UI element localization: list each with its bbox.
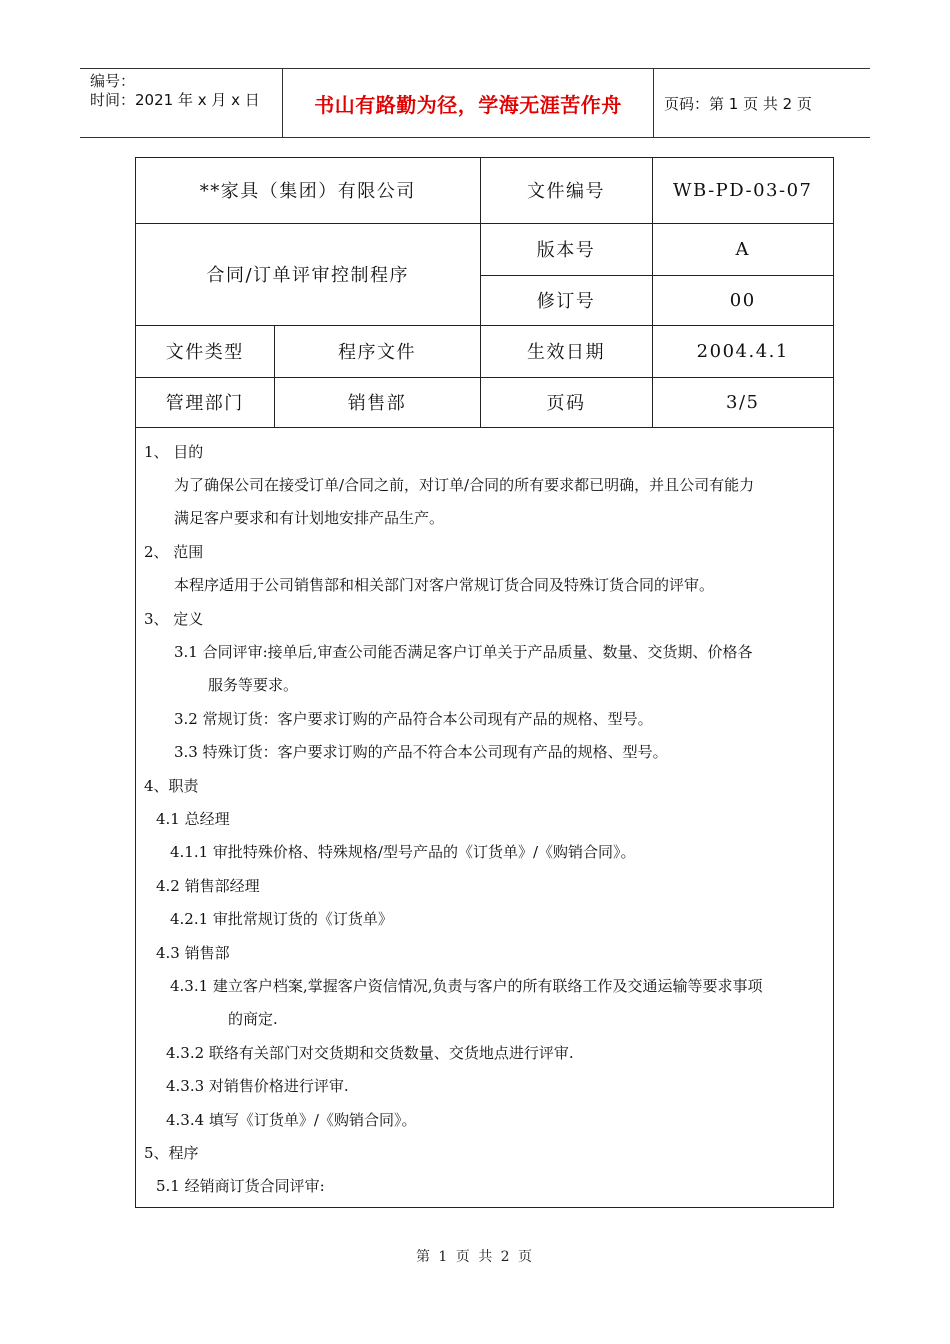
document-date: 时间：2021 年 x 月 x 日	[90, 91, 260, 109]
file-number-value: WB-PD-03-07	[652, 158, 833, 223]
company-name: **家具（集团）有限公司	[136, 158, 480, 223]
section-heading-responsibilities: 4、职责	[144, 776, 199, 795]
list-item: 4.3 销售部	[156, 943, 230, 962]
list-item: 4.1 总经理	[156, 809, 230, 828]
header-meta	[80, 69, 282, 137]
file-number-label: 文件编号	[480, 158, 652, 223]
paragraph: 为了确保公司在接受订单/合同之前，对订单/合同的所有要求都已明确，并且公司有能力	[174, 475, 755, 494]
document-body	[136, 428, 833, 1204]
header-motto: 书山有路勤为径，学海无涯苦作舟	[282, 69, 654, 137]
document-type-value: 程序文件	[274, 325, 480, 377]
document-title: 合同/订单评审控制程序	[136, 223, 480, 325]
paragraph: 本程序适用于公司销售部和相关部门对客户常规订货合同及特殊订货合同的评审。	[174, 576, 715, 595]
page-value: 3/5	[652, 377, 833, 427]
version-label: 版本号	[480, 223, 652, 275]
department-value: 销售部	[274, 377, 480, 427]
list-item: 3.3 特殊订货：客户要求订购的产品不符合本公司现有产品的规格、型号。	[174, 743, 668, 762]
list-item: 4.2 销售部经理	[156, 876, 260, 895]
list-item: 4.2.1 审批常规订货的《订货单》	[170, 910, 393, 929]
list-item: 4.3.2 联络有关部门对交货期和交货数量、交货地点进行评审.	[166, 1043, 574, 1062]
document-type-label: 文件类型	[136, 325, 274, 377]
document-frame	[135, 157, 834, 1208]
list-item-continuation: 服务等要求。	[208, 676, 299, 695]
revision-label: 修订号	[480, 275, 652, 325]
list-item-continuation: 的商定.	[228, 1010, 278, 1029]
revision-value: 00	[652, 275, 833, 325]
section-heading-scope: 2、 范围	[144, 542, 204, 561]
section-heading-definitions: 3、 定义	[144, 609, 204, 628]
list-item: 4.1.1 审批特殊价格、特殊规格/型号产品的《订货单》/《购销合同》。	[170, 843, 636, 862]
list-item: 4.3.3 对销售价格进行评审.	[166, 1077, 349, 1096]
list-item: 4.3.4 填写《订货单》/《购销合同》。	[166, 1110, 417, 1129]
page-header	[80, 68, 870, 138]
list-item: 4.3.1 建立客户档案,掌握客户资信情况,负责与客户的所有联络工作及交通运输等要求事项	[170, 977, 763, 995]
document-number-label: 编号：	[90, 72, 136, 90]
document-info-table	[136, 158, 833, 428]
section-heading-procedure: 5、程序	[144, 1144, 199, 1163]
header-page-info: 页码：第 1 页 共 2 页	[664, 94, 812, 113]
page-footer: 第 1 页 共 2 页	[415, 1249, 535, 1265]
page-label: 页码	[480, 377, 652, 427]
department-label: 管理部门	[136, 377, 274, 427]
list-item: 5.1 经销商订货合同评审:	[156, 1177, 325, 1196]
list-item: 3.2 常规订货：客户要求订购的产品符合本公司现有产品的规格、型号。	[174, 709, 653, 728]
version-value: A	[652, 223, 833, 275]
paragraph: 满足客户要求和有计划地安排产品生产。	[174, 509, 445, 528]
list-item: 3.1 合同评审:接单后,审查公司能否满足客户订单关于产品质量、数量、交货期、价格各	[174, 642, 753, 661]
section-heading-purpose: 1、 目的	[144, 442, 204, 461]
effective-date-label: 生效日期	[480, 325, 652, 377]
effective-date-value: 2004.4.1	[652, 325, 833, 377]
